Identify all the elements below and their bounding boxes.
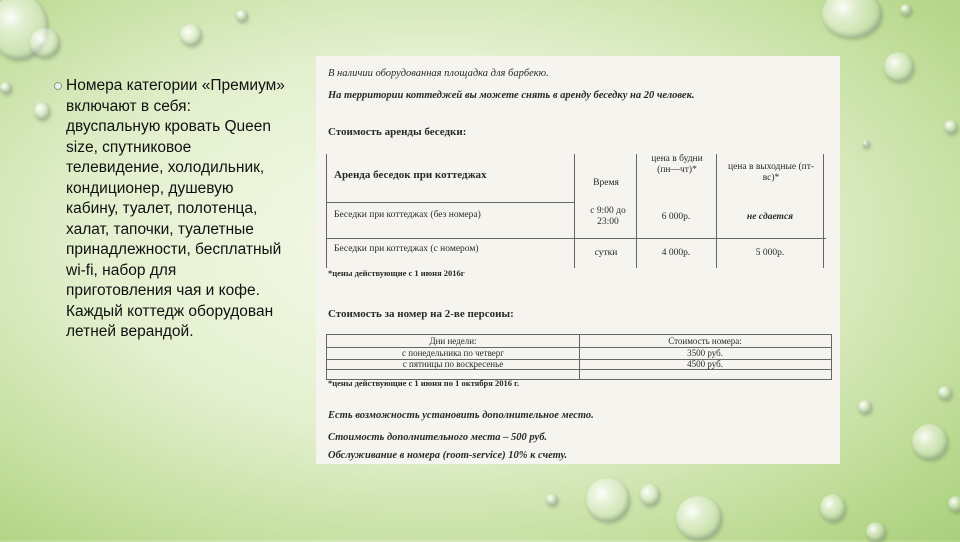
table-cell: 3500 руб. — [687, 348, 723, 358]
water-drop — [640, 484, 660, 506]
water-drop — [180, 24, 202, 46]
room-footnote: *цены действующие с 1 июня по 1 октября 2016 г. — [328, 378, 520, 388]
water-drop — [884, 52, 914, 82]
water-drop — [822, 0, 882, 38]
water-drop — [900, 4, 912, 16]
water-drop — [676, 496, 722, 540]
gazebo-price-heading: Стоимость аренды беседки: — [328, 126, 467, 138]
price-list-image — [316, 56, 840, 464]
table-cell: с понедельника по четверг — [402, 348, 504, 358]
water-drop — [586, 478, 630, 522]
table-cell: 4500 руб. — [687, 359, 723, 369]
table-cell: 5 000р. — [755, 248, 785, 258]
gazebo-footnote: *цены действующие с 1 июня 2016г — [328, 268, 465, 278]
water-drop — [0, 82, 12, 94]
water-drop — [236, 10, 248, 22]
table-cell: сутки — [594, 248, 618, 258]
water-drop — [866, 522, 886, 542]
water-drop — [546, 494, 558, 506]
table-header: Дни недели: — [429, 336, 477, 346]
water-drop — [912, 424, 948, 460]
extra-bed-note: Есть возможность установить дополнительное место. — [328, 410, 594, 421]
table-header: цена в будни (пн—чт)* — [651, 154, 703, 175]
room-price-heading: Стоимость за номер на 2-ве персоны: — [328, 308, 514, 320]
amenities-description: Номера категории «Премиум» включают в себя: двуспальную кровать Queen size, спутниковое телевидение, холодильник, кондиционер, душевую кабину, туалет, полотенца, халат, тапочки, туалетные принадлежности, бесплатный wi-fi, набор для приготовления чая и кофе. Каждый коттедж оборудован летней верандой. — [66, 77, 285, 340]
water-drop — [862, 140, 870, 148]
table-header: Аренда беседок при коттеджах — [334, 169, 487, 181]
room-service-note: Обслуживание в номера (room-service) 10% к счету. — [328, 450, 568, 461]
table-header: Стоимость номера: — [668, 336, 742, 346]
water-drop — [944, 120, 958, 134]
table-header: Время — [593, 178, 619, 188]
table-cell: Беседки при коттеджах (с номером) — [334, 244, 479, 254]
table-cell: с 9:00 до 23:00 — [590, 206, 626, 227]
extra-bed-price: Стоимость дополнительного места – 500 руб. — [328, 432, 548, 443]
table-cell: не сдается — [746, 212, 794, 222]
gazebo-price-table — [326, 154, 826, 268]
water-drop — [938, 386, 952, 400]
table-cell: 4 000р. — [661, 248, 691, 258]
barbecue-note: В наличии оборудованная площадка для барбекю. — [328, 68, 549, 79]
bullet-icon — [54, 82, 62, 90]
gazebo-rental-note: На территории коттеджей вы можете снять в аренду беседку на 20 человек. — [328, 90, 695, 101]
water-drop — [948, 496, 960, 512]
table-cell: 6 000р. — [661, 212, 691, 222]
water-drop — [858, 400, 872, 414]
table-header: цена в выходные (пт-вс)* — [727, 162, 815, 183]
table-cell: с пятницы по воскресенье — [402, 359, 504, 369]
water-drop — [30, 28, 60, 58]
table-cell: Беседки при коттеджах (без номера) — [334, 210, 481, 220]
water-drop — [34, 102, 50, 120]
room-price-table — [326, 334, 832, 380]
slide-body-text — [66, 76, 286, 343]
water-drop — [820, 494, 846, 522]
